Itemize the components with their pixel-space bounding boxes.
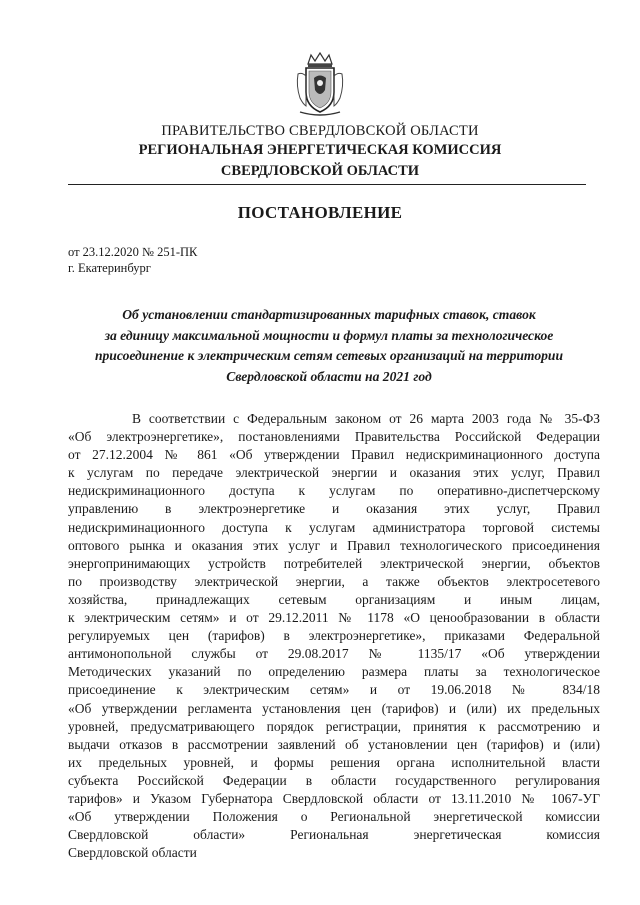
body-line: недискриминационного доступа к услугам администратора торговой системы xyxy=(68,519,600,535)
document-type: ПОСТАНОВЛЕНИЕ xyxy=(237,203,403,222)
document-date-number: от 23.12.2020 № 251-ПК xyxy=(68,245,198,259)
body-line: «Об утверждении регламента установления цен (тарифов) и (или) их предельных xyxy=(68,700,600,716)
body-line: присоединение к электрическим сетям» и от 19.06.2018 № 834/18 xyxy=(68,682,600,698)
body-line: Свердловской области xyxy=(68,845,197,861)
body-line: В соответствии с Федеральным законом от 26 марта 2003 года № 35-ФЗ xyxy=(132,411,600,426)
body-line: выдачи отказов в рассмотрении заявлений об установлении цен (тарифов) и (или) xyxy=(68,736,600,752)
body-line: регулируемых цен (тарифов) в электроэнергетике», приказами Федеральной xyxy=(68,628,600,644)
coat-of-arms-emblem xyxy=(294,52,346,118)
header-divider xyxy=(68,184,586,185)
body-line: тарифов» и Указом Губернатора Свердловской области от 13.11.2010 № 1067-УГ xyxy=(68,790,600,806)
body-line: по производству электрической энергии, а также объектов электросетевого xyxy=(68,573,600,589)
title-line: Об установлении стандартизированных тарифных ставок, ставок xyxy=(122,307,536,322)
title-line: за единицу максимальной мощности и формул платы за технологическое xyxy=(104,327,554,343)
document-title xyxy=(76,305,582,387)
body-line: «Об электроэнергетике», постановлениями Правительства Российской Федерации xyxy=(68,429,600,445)
body-line: хозяйства, принадлежащих сетевым организациям и иным лицам, xyxy=(68,591,600,607)
document-city: г. Екатеринбург xyxy=(68,261,151,275)
body-line: оптового рынка и оказания этих услуг и Правил технологического присоединения xyxy=(68,537,600,553)
body-line: их предельных уровней, и формы решения органа исполнительной власти xyxy=(68,754,600,770)
title-line: присоединение к электрическим сетям сетевых организаций на территории xyxy=(94,348,564,363)
body-line: к электрическим сетям» и от 29.12.2011 № 1178 «О ценообразовании в области xyxy=(68,610,600,626)
commission-name-line2: СВЕРДЛОВСКОЙ ОБЛАСТИ xyxy=(220,163,420,179)
title-line: Свердловской области на 2021 год xyxy=(226,368,432,384)
document-body xyxy=(68,410,600,862)
body-line: «Об утверждении Положения о Региональной энергетической комиссии xyxy=(68,809,600,825)
body-line: недискриминационного доступа к услугам по оперативно-диспетчерскому xyxy=(68,483,600,499)
body-line: от 27.12.2004 № 861 «Об утверждении Правил недискриминационного доступа xyxy=(68,447,600,463)
body-line: Свердловской области» Региональная энергетическая комиссия xyxy=(68,827,600,843)
body-line: управлению в электроэнергетике и оказания этих услуг, Правил xyxy=(68,501,600,517)
body-line: энергопринимающих устройств потребителей электрической энергии, объектов xyxy=(68,555,600,571)
body-line: антимонопольной службы от 29.08.2017 № 1135/17 «Об утверждении xyxy=(68,646,600,662)
body-line: к услугам по передаче электрической энергии и оказания этих услуг, Правил xyxy=(68,465,600,481)
body-line: субъекта Российской Федерации в области государственного регулирования xyxy=(68,772,600,788)
body-line: уровней, предусматривающего порядок регистрации, принятия к рассмотрению и xyxy=(68,718,600,734)
government-name: ПРАВИТЕЛЬСТВО СВЕРДЛОВСКОЙ ОБЛАСТИ xyxy=(161,123,479,139)
body-line: Методических указаний по определению размера платы за технологическое xyxy=(68,664,600,680)
commission-name-line1: РЕГИОНАЛЬНАЯ ЭНЕРГЕТИЧЕСКАЯ КОМИССИЯ xyxy=(138,142,502,158)
